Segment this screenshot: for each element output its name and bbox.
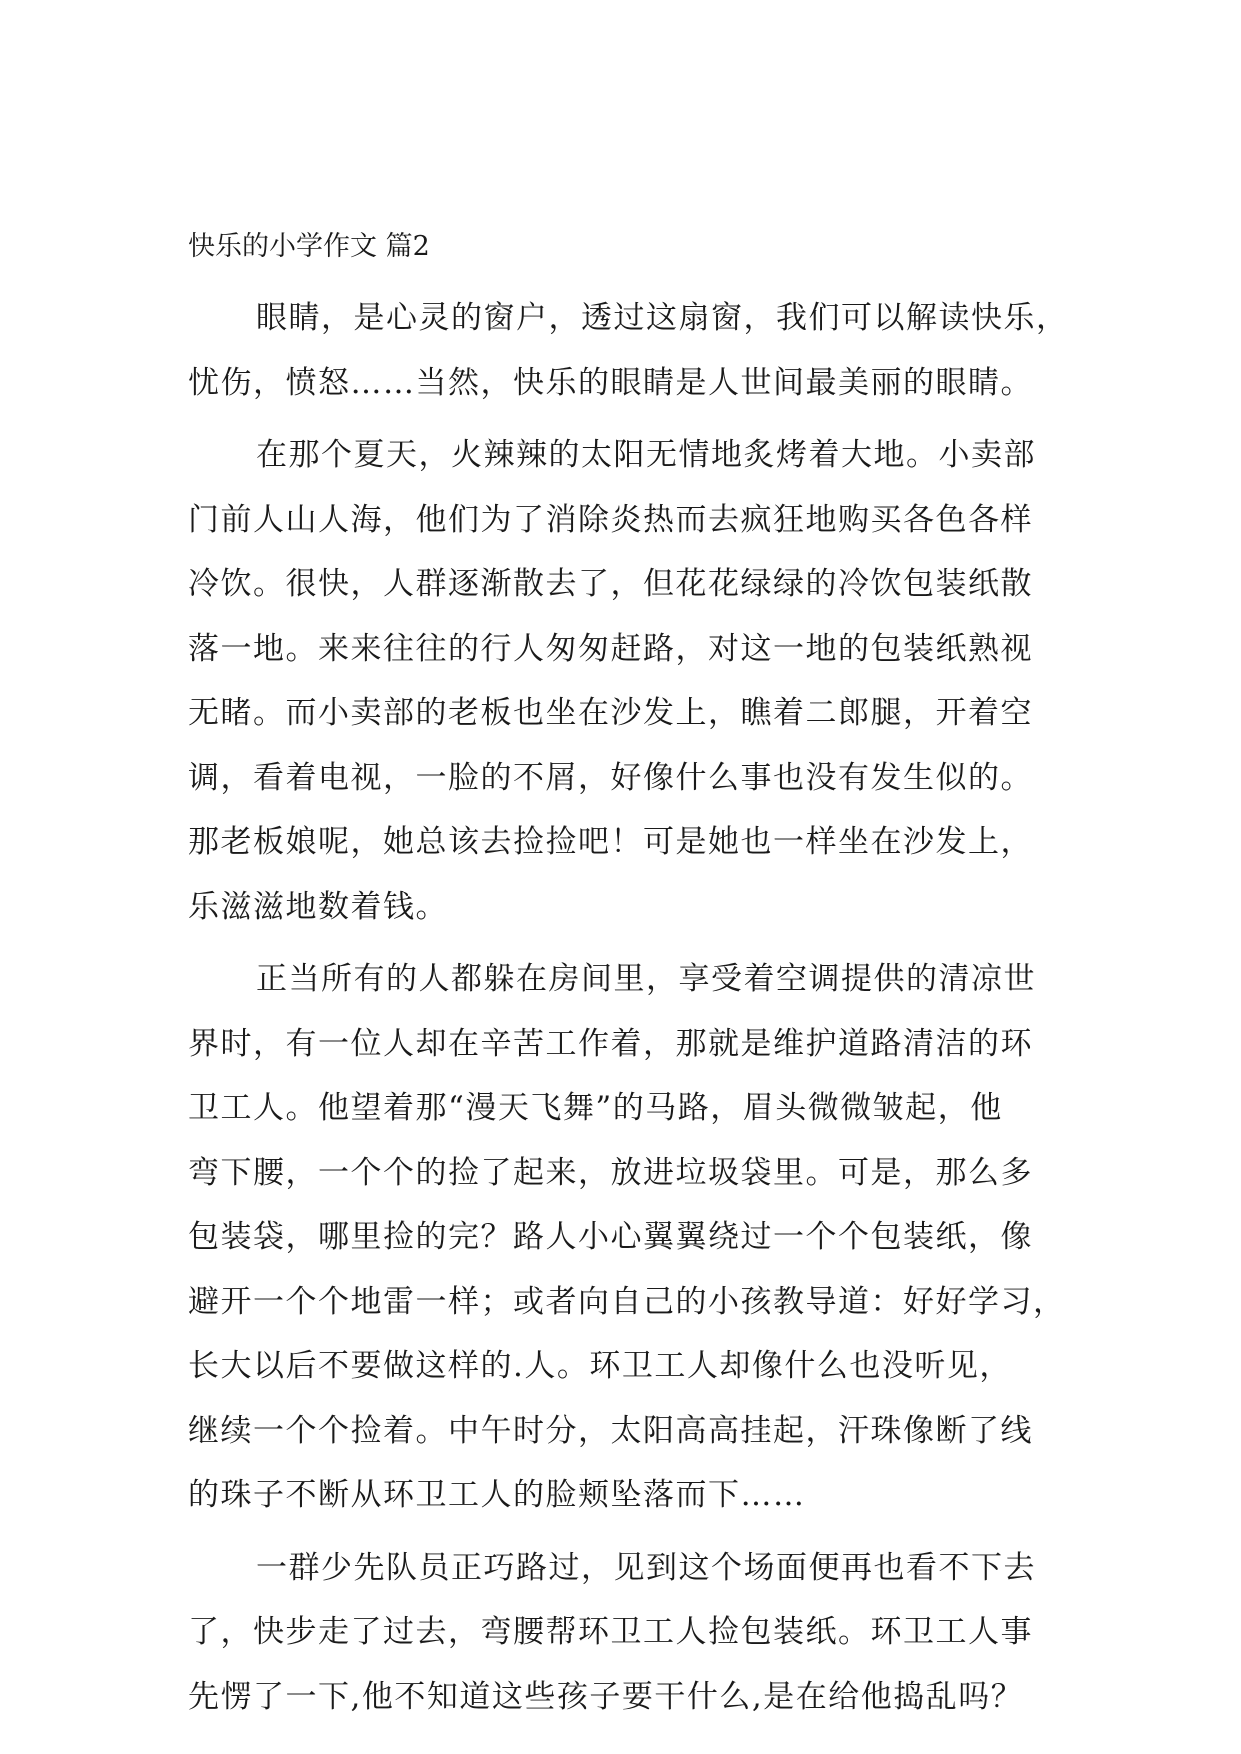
document-body [188, 222, 1068, 1737]
text-line: 了，快步走了过去，弯腰帮环卫工人捡包装纸。环卫工人事 [188, 1614, 1033, 1650]
text-line: 继续一个个捡着。中午时分，太阳高高挂起，汗珠像断了线 [188, 1412, 1033, 1449]
text-line: 的珠子不断从环卫工人的脸颊坠落而下…… [188, 1477, 806, 1513]
text-line: 包装袋，哪里捡的完？路人小心翼翼绕过一个个包装纸，像 [188, 1219, 1033, 1255]
text-line: 在那个夏天，火辣辣的太阳无情地炙烤着大地。小卖部 [256, 437, 1036, 473]
text-line: 弯下腰，一个个的捡了起来，放进垃圾袋里。可是，那么多 [188, 1154, 1033, 1191]
paragraph-1 [188, 286, 1068, 415]
text-line: 无睹。而小卖部的老板也坐在沙发上，瞧着二郎腿，开着空 [188, 695, 1033, 731]
text-line: 落一地。来来往往的行人匆匆赶路，对这一地的包装纸熟视 [188, 630, 1033, 667]
text-line: 眼睛，是心灵的窗户，透过这扇窗，我们可以解读快乐， [256, 300, 1069, 336]
text-line: 正当所有的人都躲在房间里，享受着空调提供的清凉世 [256, 961, 1036, 997]
document-title: 快乐的小学作文 篇2 [188, 231, 430, 262]
text-line: 卫工人。他望着那“漫天飞舞”的马路，眉头微微皱起，他 [188, 1090, 1003, 1126]
paragraph-4 [188, 1536, 1068, 1730]
text-line: 冷饮。很快，人群逐渐散去了，但花花绿绿的冷饮包装纸散 [188, 566, 1033, 602]
text-line: 先愣了一下,他不知道这些孩子要干什么,是在给他捣乱吗？ [188, 1678, 1024, 1715]
text-line: 长大以后不要做这样的.人。环卫工人却像什么也没听见， [188, 1348, 1012, 1384]
text-line: 乐滋滋地数着钱。 [188, 888, 448, 925]
text-line: 调，看着电视，一脸的不屑，好像什么事也没有发生似的。 [188, 759, 1033, 796]
text-line: 门前人山人海，他们为了消除炎热而去疯狂地购买各色各样 [188, 501, 1033, 538]
text-line: 避开一个个地雷一样；或者向自己的小孩教导道：好好学习， [188, 1283, 1066, 1320]
text-line: 忧伤，愤怒……当然，快乐的眼睛是人世间最美丽的眼睛。 [188, 364, 1033, 401]
text-line: 一群少先队员正巧路过，见到这个场面便再也看不下去 [256, 1549, 1036, 1586]
text-line: 那老板娘呢，她总该去捡捡吧！可是她也一样坐在沙发上， [188, 824, 1033, 860]
text-line: 界时，有一位人却在辛苦工作着，那就是维护道路清洁的环 [188, 1025, 1033, 1062]
paragraph-3 [188, 947, 1068, 1528]
paragraph-2 [188, 423, 1068, 939]
